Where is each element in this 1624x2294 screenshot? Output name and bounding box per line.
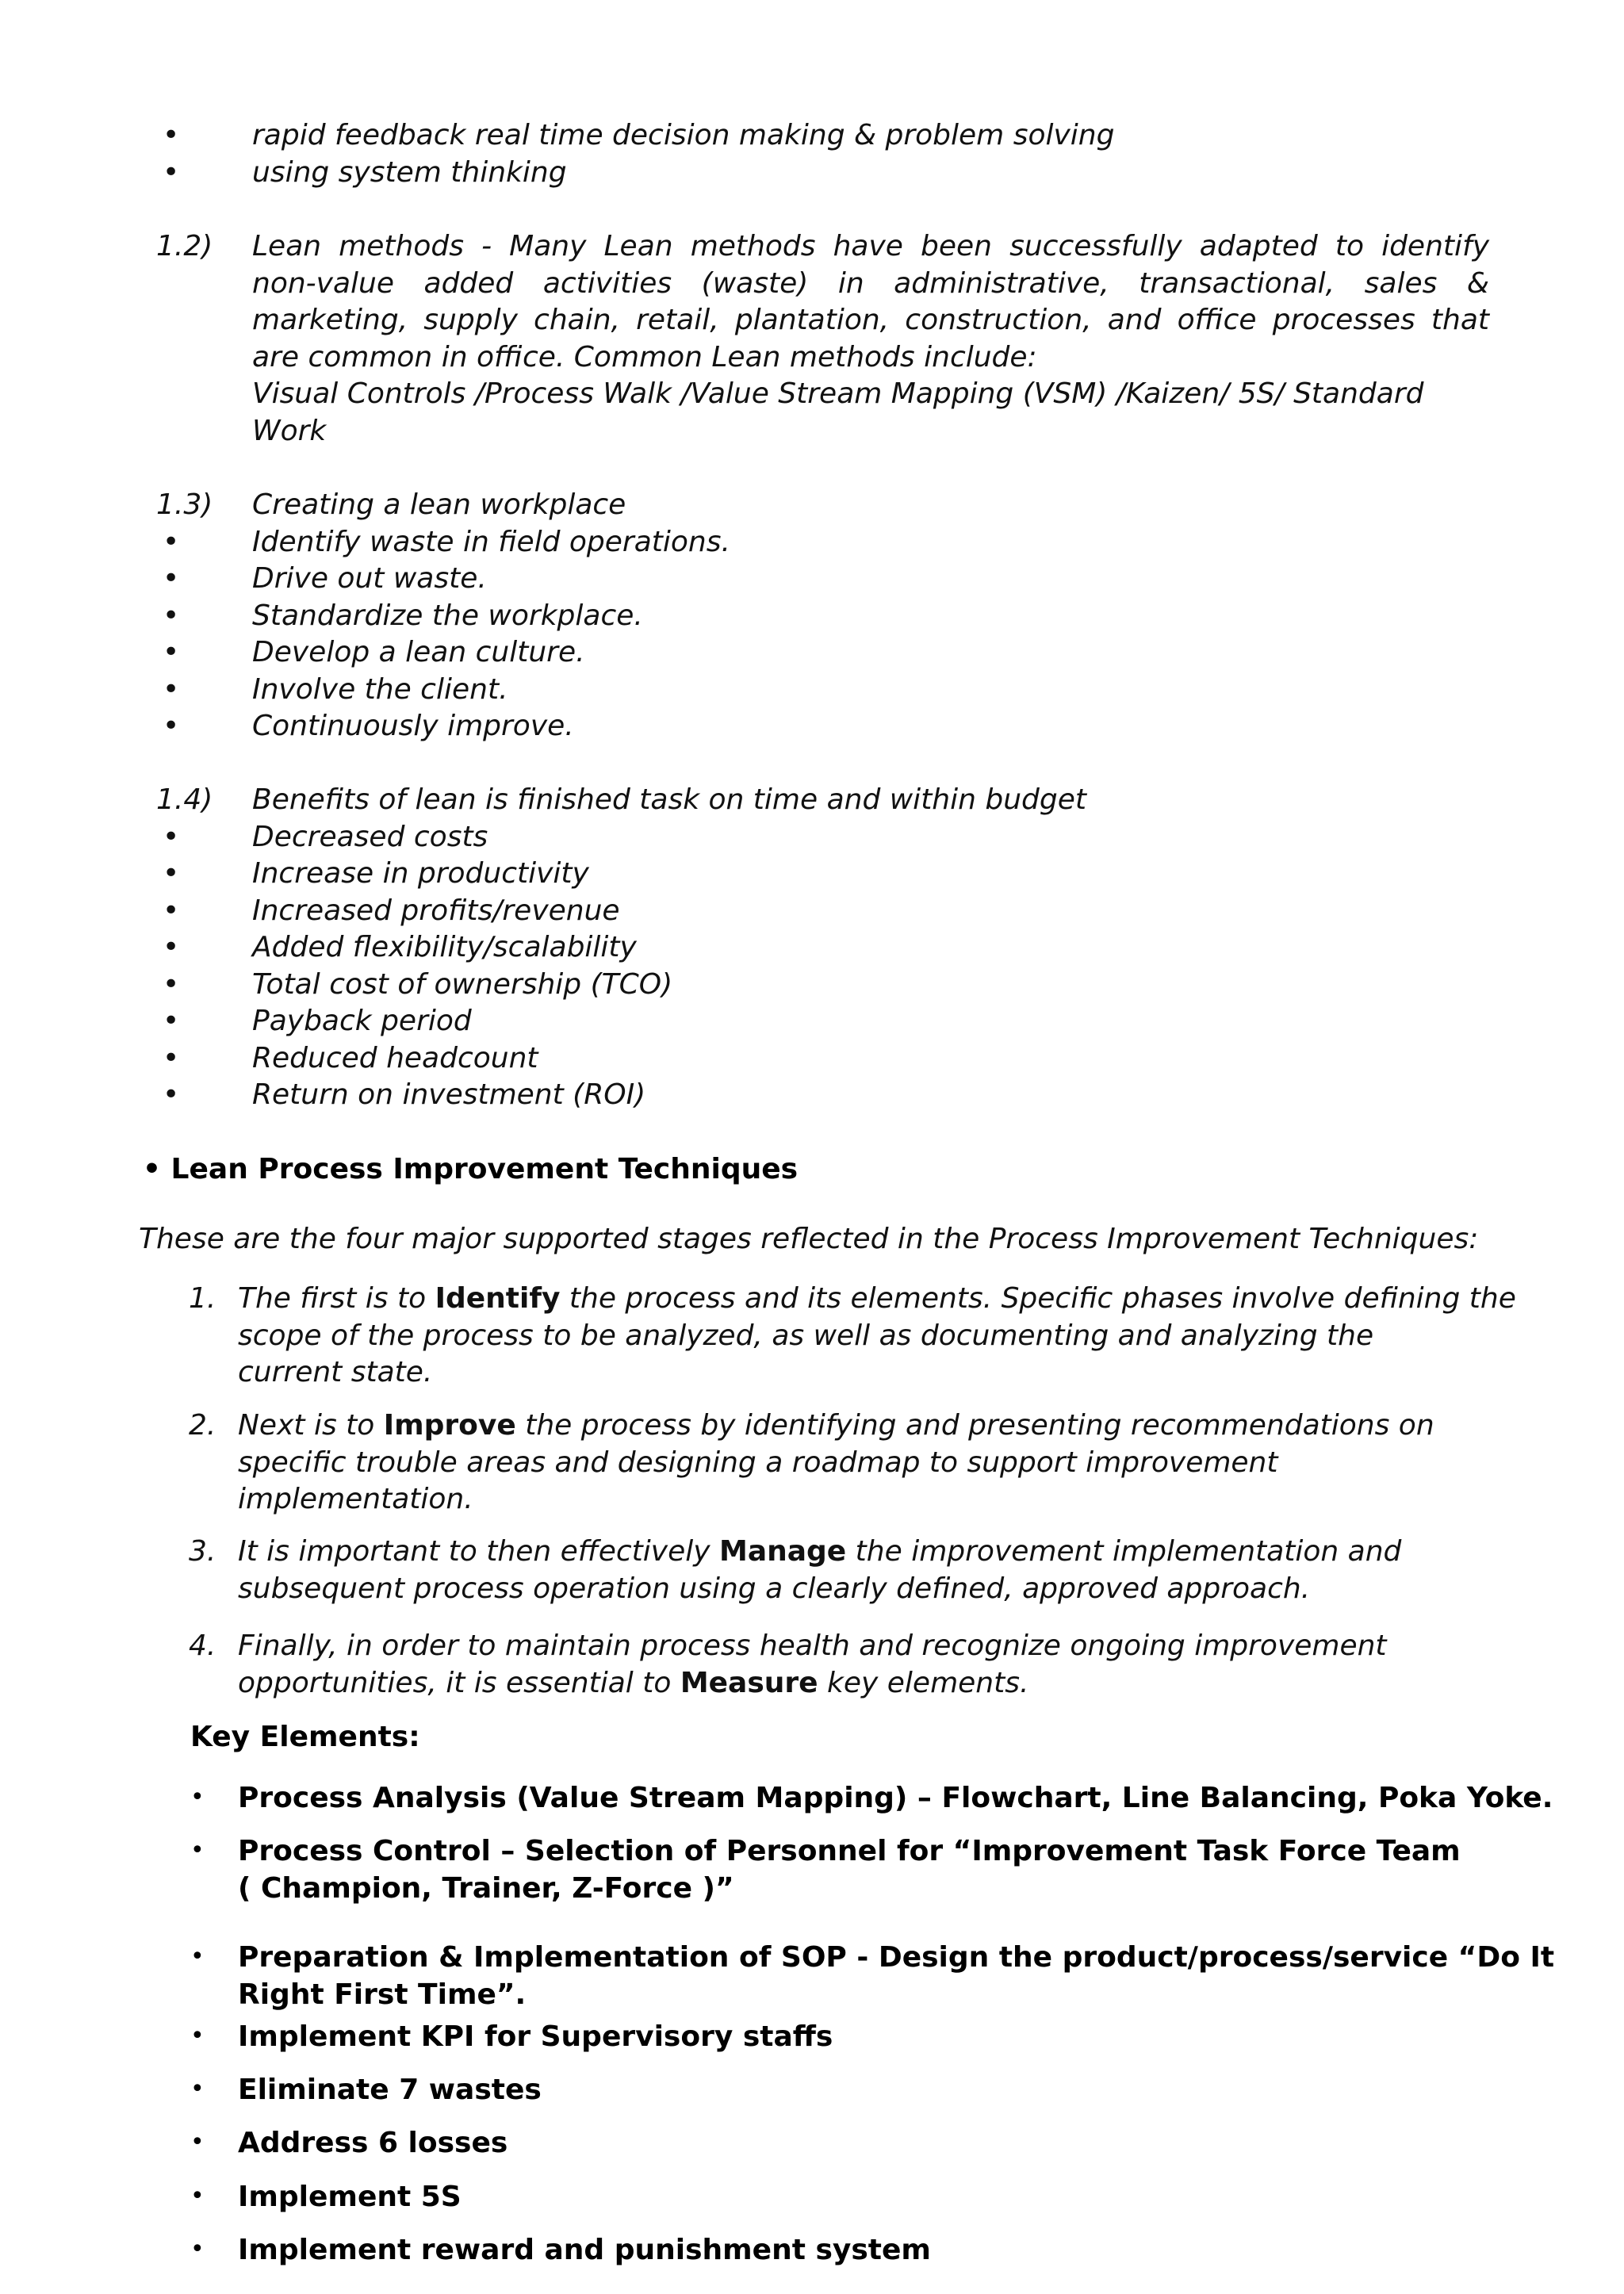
key-element-text xyxy=(238,2019,833,2056)
bullet-marker: • xyxy=(163,672,180,706)
stage-text-run: Finally, in order to maintain process health and recognize ongoing improvement xyxy=(238,1630,1387,1662)
stage-text xyxy=(238,1407,1507,1518)
stage-line xyxy=(238,1628,1507,1665)
stage-text xyxy=(238,1628,1507,1702)
stage-text-run: Next is to xyxy=(238,1409,384,1442)
bullet-marker: • xyxy=(190,1943,205,1970)
bullet-text: Increase in productivity xyxy=(252,857,589,890)
section-number: 1.3) xyxy=(156,488,213,521)
bullet-text: Identify waste in field operations. xyxy=(252,525,730,558)
bullet-marker: • xyxy=(163,1041,180,1074)
key-element-line: Address 6 losses xyxy=(238,2127,508,2159)
workplace-list-item xyxy=(0,561,1624,598)
bullet-marker: • xyxy=(163,820,180,853)
stage-line xyxy=(238,1481,1507,1518)
stage-line xyxy=(238,1354,1507,1392)
stage-text-run: the process by identifying and presenting recommendations on xyxy=(515,1409,1434,1442)
bullet-marker: • xyxy=(163,1078,180,1111)
benefit-list-item xyxy=(0,856,1624,893)
stage-text-run: implementation. xyxy=(238,1483,473,1515)
bullet-marker: • xyxy=(163,636,180,668)
bullet-marker: • xyxy=(163,857,180,890)
benefit-list-item xyxy=(0,1040,1624,1078)
key-element-text xyxy=(238,2232,931,2269)
bullet-text: Payback period xyxy=(252,1005,472,1037)
section-title: Creating a lean workplace xyxy=(252,488,626,521)
stage-number: 3. xyxy=(189,1535,216,1568)
benefit-list-item xyxy=(0,929,1624,967)
heading-bullet: • xyxy=(143,1153,171,1185)
bullet-marker: • xyxy=(163,155,180,189)
stage-text-run: key elements. xyxy=(818,1666,1029,1699)
bullet-text: Continuously improve. xyxy=(252,710,574,742)
bullet-text: Involve the client. xyxy=(252,672,508,706)
section-number: 1.4) xyxy=(156,783,213,816)
bullet-marker: • xyxy=(163,562,180,595)
key-elements-heading: Key Elements: xyxy=(190,1721,420,1753)
stage-line xyxy=(238,1407,1507,1445)
stage-line xyxy=(238,1665,1507,1702)
key-element-text xyxy=(238,1780,1553,1817)
stage-text-run: The first is to xyxy=(238,1282,435,1315)
key-element-text xyxy=(238,2179,462,2216)
bullet-marker: • xyxy=(190,2182,205,2210)
bullet-marker: • xyxy=(163,1005,180,1037)
bullet-text: Total cost of ownership (TCO) xyxy=(252,967,673,1001)
stage-text-run: subsequent process operation using a clearly defined, approved approach. xyxy=(238,1572,1311,1605)
stage-text-run: current state. xyxy=(238,1356,433,1388)
bullet-marker: • xyxy=(163,894,180,927)
key-element-line: Eliminate 7 wastes xyxy=(238,2074,542,2106)
bullet-text: Return on investment (ROI) xyxy=(252,1078,646,1111)
stage-text-run: specific trouble areas and designing a roadmap to support improvement xyxy=(238,1446,1278,1479)
bullet-text: Standardize the workplace. xyxy=(252,599,643,632)
bullet-marker: • xyxy=(190,1836,205,1864)
stage-text-run: It is important to then effectively xyxy=(238,1535,719,1568)
bullet-text: Reduced headcount xyxy=(252,1041,538,1074)
bullet-marker: • xyxy=(163,599,180,632)
stage-text xyxy=(238,1534,1507,1607)
bullet-text: using system thinking xyxy=(252,155,567,189)
bullet-marker: • xyxy=(163,119,180,151)
lean-techniques-heading xyxy=(143,1151,798,1189)
key-element-text xyxy=(238,1940,1554,2013)
top-list-item xyxy=(0,117,1624,155)
bullet-marker: • xyxy=(190,2235,205,2263)
bullet-text: Develop a lean culture. xyxy=(252,636,585,668)
bullet-marker: • xyxy=(163,967,180,1001)
key-element-text xyxy=(238,2072,542,2109)
heading-text: Lean Process Improvement Techniques xyxy=(170,1153,799,1185)
stage-number: 2. xyxy=(189,1409,216,1442)
top-list-item xyxy=(0,155,1624,192)
methods-line: Work xyxy=(252,414,327,447)
paragraph-line: non-value added activities (waste) in administrative, transactional, sales & xyxy=(252,266,1489,300)
key-element-line: Implement KPI for Supervisory staffs xyxy=(238,2020,833,2053)
stage-keyword: Manage xyxy=(719,1535,847,1568)
key-element-line: Implement reward and punishment system xyxy=(238,2234,931,2266)
key-element-line: Process Analysis (Value Stream Mapping) – Flowchart, Line Balancing, Poka Yoke. xyxy=(238,1782,1553,1814)
stage-number: 1. xyxy=(189,1282,216,1315)
paragraph-line: are common in office. Common Lean methods include: xyxy=(252,340,1037,373)
stage-line xyxy=(238,1318,1507,1355)
paragraph-line: marketing, supply chain, retail, plantation, construction, and office processes that xyxy=(252,304,1489,336)
intro-paragraph: These are the four major supported stages reflected in the Process Improvement Techniques: xyxy=(139,1223,1479,1255)
stage-text-run: the process and its elements. Specific phases involve defining the xyxy=(560,1282,1516,1315)
benefit-list-item xyxy=(0,967,1624,1004)
benefit-list-item xyxy=(0,1077,1624,1114)
bullet-marker: • xyxy=(190,2022,205,2050)
bullet-marker: • xyxy=(190,1783,205,1811)
key-element-text xyxy=(238,2125,508,2162)
bullet-marker: • xyxy=(163,710,180,742)
stage-text-run: opportunities, it is essential to xyxy=(238,1666,680,1699)
paragraph-line: Lean methods - Many Lean methods have been successfully adapted to identify xyxy=(252,230,1489,262)
key-element-line: Process Control – Selection of Personnel for “Improvement Task Force Team xyxy=(238,1835,1461,1867)
key-element-line: Preparation & Implementation of SOP - Design the product/process/service “Do It xyxy=(238,1941,1555,1974)
stage-text xyxy=(238,1281,1516,1392)
stage-line xyxy=(238,1571,1507,1608)
section-title: Benefits of lean is finished task on time and within budget xyxy=(252,783,1087,816)
section-1-4-heading xyxy=(0,782,1624,819)
key-element-text xyxy=(238,1833,1461,1907)
benefit-list-item xyxy=(0,1003,1624,1040)
stage-text-run: scope of the process to be analyzed, as well as documenting and analyzing the xyxy=(238,1319,1374,1352)
workplace-list-item xyxy=(0,524,1624,561)
stage-keyword: Identify xyxy=(435,1282,561,1315)
benefit-list-item xyxy=(0,819,1624,856)
bullet-marker: • xyxy=(163,931,180,963)
bullet-text: Increased profits/revenue xyxy=(252,894,620,927)
bullet-marker: • xyxy=(163,525,180,558)
bullet-text: Decreased costs xyxy=(252,820,488,853)
workplace-list-item xyxy=(0,672,1624,709)
key-element-line: Right First Time”. xyxy=(238,1978,527,2011)
stage-line xyxy=(238,1534,1507,1571)
stage-line xyxy=(238,1445,1507,1482)
stage-text-run: the improvement implementation and xyxy=(846,1535,1402,1568)
stage-number: 4. xyxy=(189,1630,216,1662)
workplace-list-item xyxy=(0,598,1624,635)
benefit-list-item xyxy=(0,893,1624,930)
key-element-line: Implement 5S xyxy=(238,2181,462,2213)
workplace-list-item xyxy=(0,708,1624,745)
bullet-text: rapid feedback real time decision making & problem solving xyxy=(252,119,1115,151)
stage-keyword: Improve xyxy=(383,1409,516,1442)
stage-line xyxy=(238,1281,1516,1318)
bullet-text: Added flexibility/scalability xyxy=(252,931,637,963)
bullet-marker: • xyxy=(190,2075,205,2103)
section-1-2-paragraph xyxy=(252,228,1489,450)
methods-line: Visual Controls /Process Walk /Value Stream Mapping (VSM) /Kaizen/ 5S/ Standard xyxy=(252,377,1424,410)
section-1-3-heading xyxy=(0,487,1624,524)
stage-keyword: Measure xyxy=(680,1666,818,1699)
section-number: 1.2) xyxy=(156,230,213,262)
bullet-text: Drive out waste. xyxy=(252,562,487,595)
bullet-marker: • xyxy=(190,2128,205,2156)
key-element-line: ( Champion, Trainer, Z-Force )” xyxy=(238,1871,734,1905)
workplace-list-item xyxy=(0,634,1624,672)
